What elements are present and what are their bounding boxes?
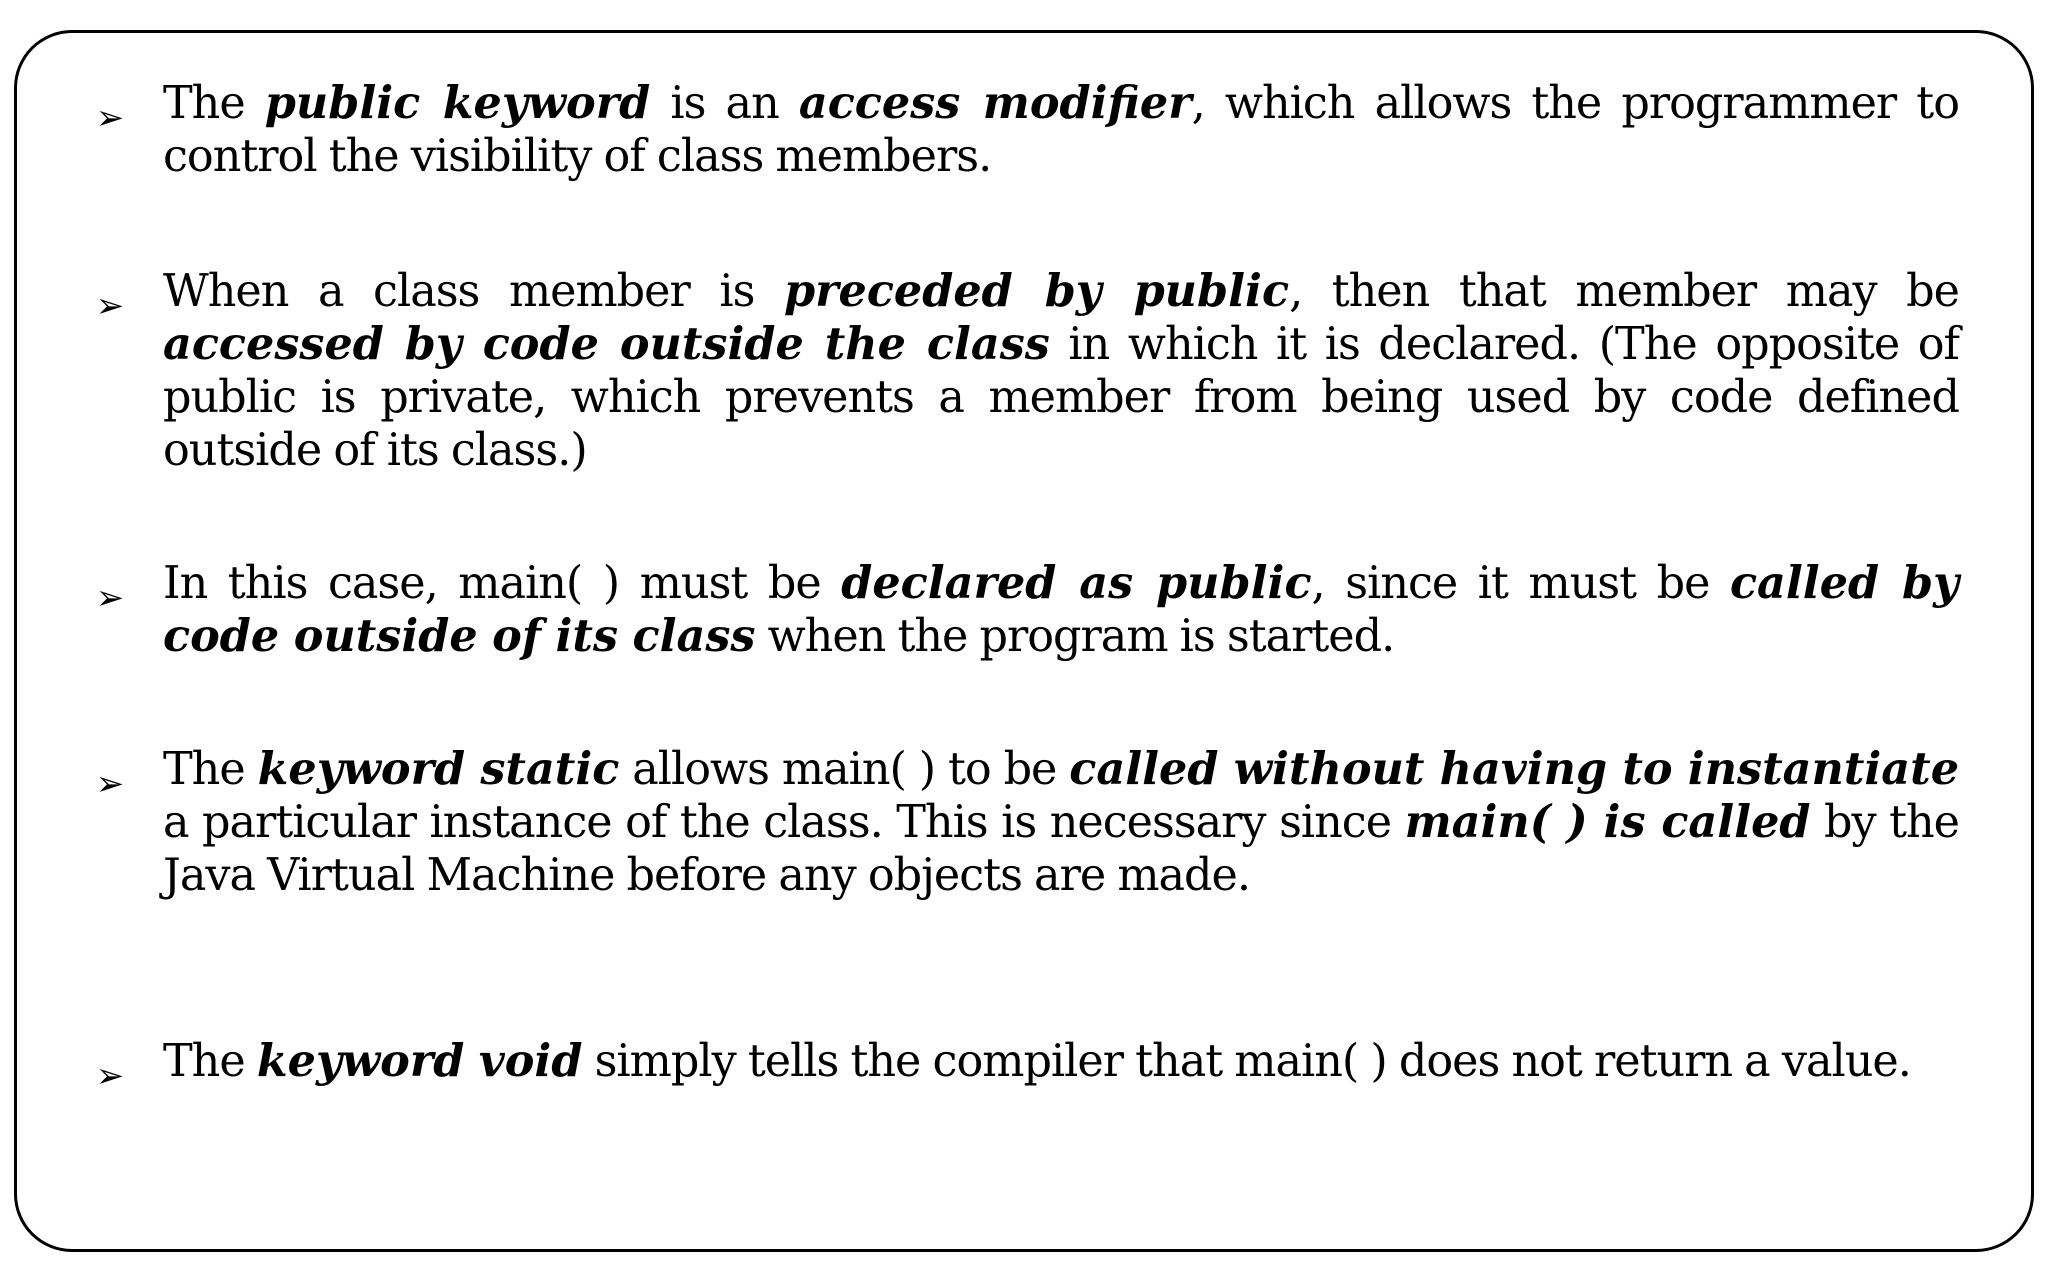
bullet-text: When a class member is preceded by public, then that member may be accessed by code outside the class in which it is declared. (The opposite of public is private, which prevents a member from being used by code defined outside of its class.) [163,265,1959,476]
content-box [14,30,2034,1252]
bullet-item-preceded-by-public [17,251,2037,476]
arrow-bullet-icon: ➢ [95,578,125,618]
bullet-item-main-public [17,543,2037,703]
bullet-item-public-keyword [17,63,2037,223]
bullet-text: The keyword void simply tells the compiler that main( ) does not return a value. [163,1035,1911,1087]
bullet-item-keyword-static [17,729,2037,901]
bullet-text: In this case, main( ) must be declared as public, since it must be called by code outside of its class when the program is started. [163,557,1959,662]
arrow-bullet-icon: ➢ [95,1056,125,1096]
arrow-bullet-icon: ➢ [95,286,125,326]
bullet-text: The keyword static allows main( ) to be called without having to instantiate a particular instance of the class. This is necessary since main( ) is called by the Java Virtual Machine before any objects are made. [163,743,1960,901]
bullet-item-keyword-void [17,1021,2037,1181]
bullet-text: The public keyword is an access modifier, which allows the programmer to control the visibility of class members. [163,77,1959,182]
arrow-bullet-icon: ➢ [95,764,125,804]
arrow-bullet-icon: ➢ [95,98,125,138]
